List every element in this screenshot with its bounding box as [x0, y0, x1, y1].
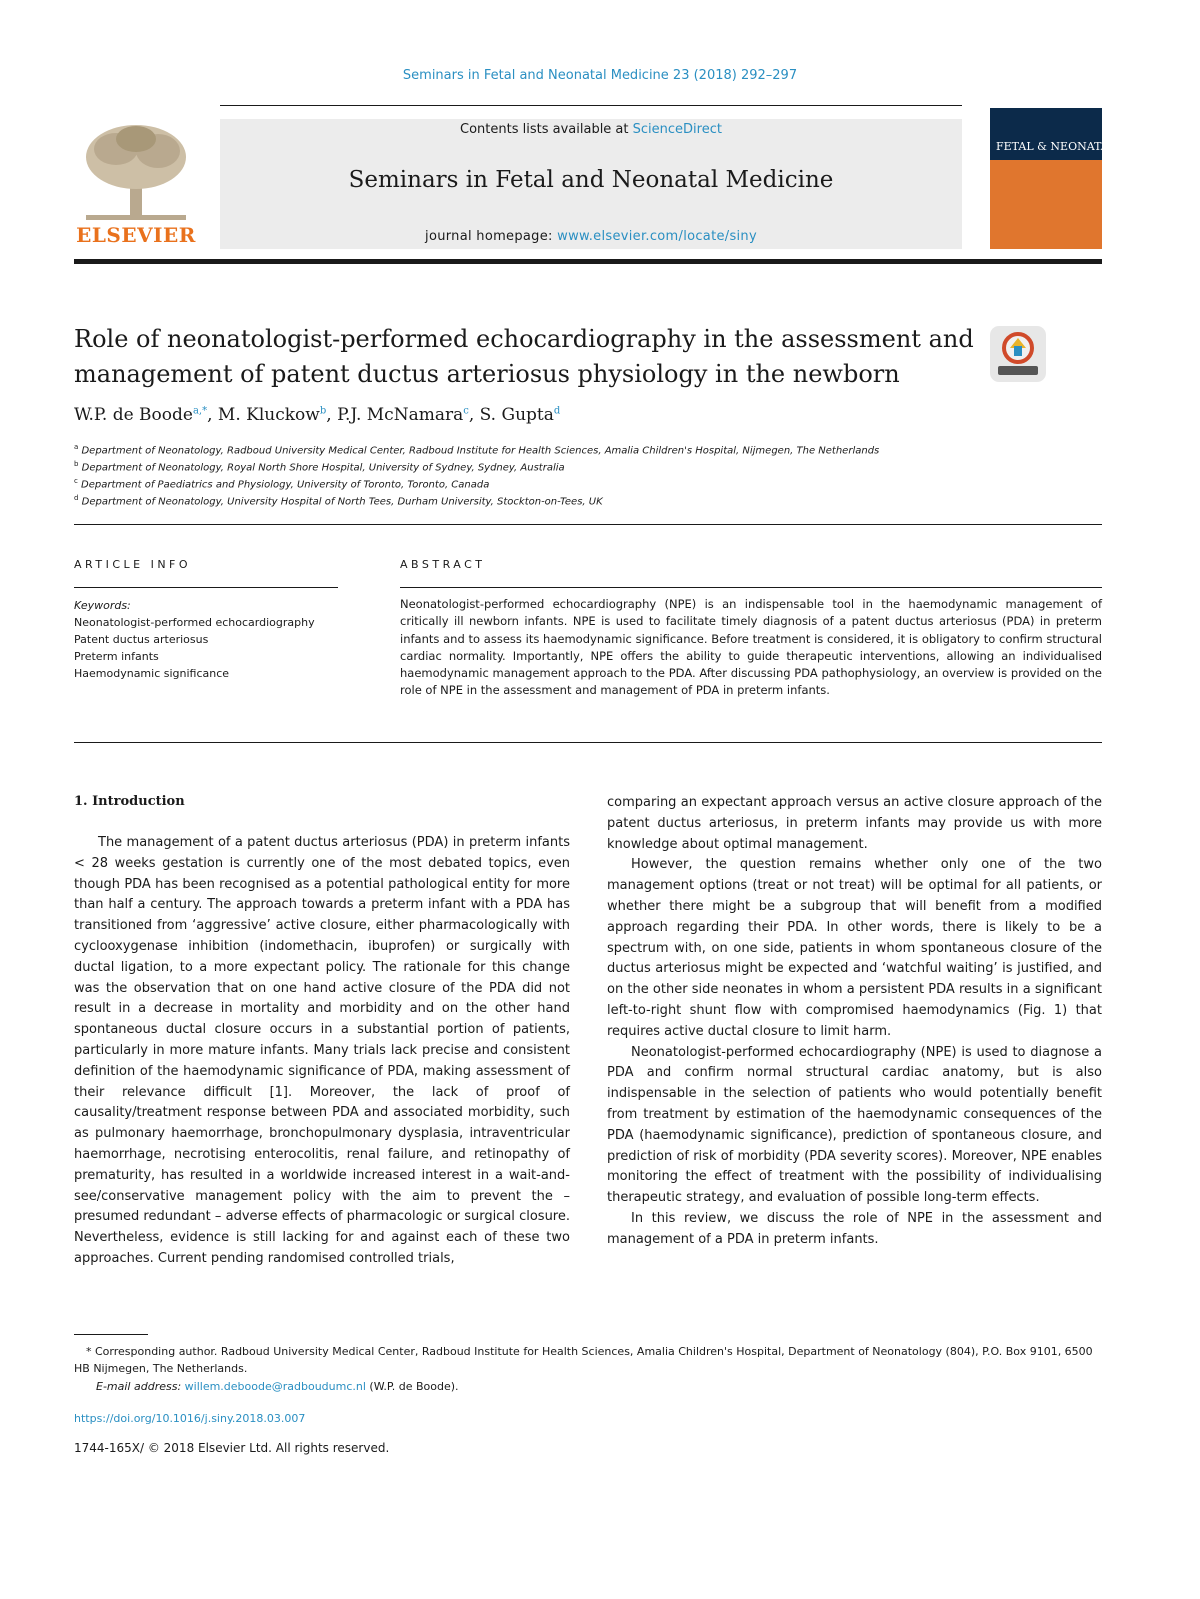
- author: W.P. de Boode$^{a,*}$,: [74, 405, 218, 425]
- author: S. Gupta$^d$: [479, 405, 561, 425]
- contents-prefix: Contents lists available at: [460, 122, 633, 137]
- cover-band: [990, 160, 1102, 249]
- email-label: E-mail address:: [96, 1380, 182, 1393]
- tree-icon: [76, 119, 196, 224]
- affiliation: $^b$ Department of Neonatology, Royal North Shore Hospital, University of Sydney, Sydney, Australia: [74, 460, 565, 474]
- homepage-line: [220, 229, 962, 244]
- elsevier-wordmark: ELSEVIER: [76, 223, 196, 247]
- keywords-block: [74, 597, 315, 682]
- footnote-mark: *: [86, 1345, 92, 1358]
- paragraph: Neonatologist-performed echocardiography (NPE) is used to diagnose a PDA and confirm normal structural cardiac anatomy, but is also indispensable in the selection of patients who would potentially benefit from treatment by estimation of the haemodynamic consequences of the PDA (haemodynamic significance), prediction of spontaneous closure, and prediction of risk of morbidity (PDA severity scores). Moreover, NPE enables monitoring the effect of treatment with the possibility of individualising therapeutic strategy, and evaluation of possible long-term effects.: [607, 1044, 1102, 1206]
- keyword: Preterm infants: [74, 650, 159, 663]
- email-link[interactable]: willem.deboode@radboudumc.nl: [184, 1380, 366, 1393]
- contents-line: [220, 122, 962, 137]
- copyright-line: 1744-165X/ © 2018 Elsevier Ltd. All rights reserved.: [74, 1441, 390, 1455]
- section-heading-introduction: 1. Introduction: [74, 794, 185, 809]
- affiliation-rule: [74, 524, 1102, 525]
- email-owner: (W.P. de Boode).: [369, 1380, 459, 1393]
- email-line: [96, 1378, 459, 1395]
- paragraph: In this review, we discuss the role of NPE in the assessment and management of a PDA in preterm infants.: [607, 1210, 1102, 1247]
- journal-title: Seminars in Fetal and Neonatal Medicine: [348, 167, 834, 193]
- article-title: [74, 322, 974, 392]
- author: M. Kluckow$^b$,: [217, 405, 338, 425]
- journal-cover-image: [990, 108, 1117, 249]
- crossmark-icon: [990, 326, 1046, 382]
- journal-banner: [220, 119, 962, 249]
- corresponding-text: Corresponding author. Radboud University Medical Center, Radboud Institute for Health Sciences, Amalia Children's Hospital, Department of Neonatology (804), P.O. Box 9101, 6500 HB Nijmegen, The Netherlands.: [74, 1345, 1093, 1375]
- elsevier-logo: [76, 119, 196, 249]
- body-right-column: [607, 793, 1102, 1251]
- sciencedirect-link[interactable]: ScienceDirect: [632, 122, 722, 137]
- abstract-heading: ABSTRACT: [400, 558, 486, 571]
- keyword: Patent ductus arteriosus: [74, 633, 209, 646]
- paragraph: The management of a patent ductus arteriosus (PDA) in preterm infants < 28 weeks gestation is currently one of the most debated topics, even though PDA has been recognised as a potential pathological entity for more than half a century. The approach towards a preterm infant with a PDA has transitioned from ‘aggressive’ active closure, either pharmacologically with cyclooxygenase inhibition (indomethacin, ibuprofen) or surgically with ductal ligation, to a more expectant policy. The rationale for this change was the observation that on one hand active closure of the PDA did not result in a decrease in mortality and morbidity and on the other hand spontaneous ductal closure occurs in a substantial portion of patients, particularly in more mature infants. Many trials lack precise and consistent definition of the haemodynamic significance of PDA, making assessment of their relevance difficult [1]. Moreover, the lack of proof of causality/treatment response between PDA and associated morbidity, such as pulmonary haemorrhage, bronchopulmonary dysplasia, intraventricular haemorrhage, necrotising enterocolitis, renal failure, and retinopathy of prematurity, has resulted in a worldwide increased interest in a wait-and-see/conservative management policy with the aim to prevent the – presumed redundant – adverse effects of pharmacologic or surgical closure. Nevertheless, evidence is still lacking for and against each of these two approaches. Current pending randomised controlled trials,: [74, 835, 570, 1266]
- homepage-link[interactable]: www.elsevier.com/locate/siny: [557, 229, 757, 244]
- title-line-1: Role of neonatologist-performed echocardiography in the assessment and: [74, 325, 974, 353]
- article-info-rule: [74, 587, 338, 588]
- footnote-rule: [74, 1334, 148, 1335]
- article-info-heading: ARTICLE INFO: [74, 558, 192, 571]
- corresponding-author-note: [74, 1343, 1102, 1377]
- affiliation: $^c$ Department of Paediatrics and Physiology, University of Toronto, Toronto, Canada: [74, 477, 490, 491]
- affiliation: $^a$ Department of Neonatology, Radboud University Medical Center, Radboud Institute for Health Sciences, Amalia Children's Hospital, Nijmegen, The Netherlands: [74, 443, 880, 457]
- abstract-rule: [400, 587, 1102, 588]
- title-line-2: management of patent ductus arteriosus physiology in the newborn: [74, 360, 900, 388]
- cover-title: FETAL & NEONATAL: [996, 140, 1117, 153]
- paragraph: comparing an expectant approach versus an active closure approach of the patent ductus arteriosus, in preterm infants may provide us with more knowledge about optimal management.: [607, 795, 1102, 852]
- abstract-text: Neonatologist-performed echocardiography (NPE) is an indispensable tool in the haemodynamic management of critically ill newborn infants. NPE is used to facilitate timely diagnosis of a patent ductus arteriosus (PDA) in preterm infants and to assess its haemodynamic significance. Before treatment is considered, it is obligatory to confirm structural cardiac normality. Importantly, NPE offers the ability to guide therapeutic interventions, allowing an individualised haemodynamic management approach to the PDA. After discussing PDA pathophysiology, an overview is provided on the role of NPE in the assessment and management of PDA in preterm infants.: [400, 597, 1102, 698]
- doi-link[interactable]: https://doi.org/10.1016/j.siny.2018.03.007: [74, 1412, 306, 1425]
- paragraph: However, the question remains whether only one of the two management options (treat or not treat) will be optimal for all patients, or whether there might be a subgroup that will benefit from a modified approach regarding their PDA. In other words, there is likely to be a spectrum with, on one side, patients in whom spontaneous closure of the ductus arteriosus might be expected and ‘watchful waiting’ is justified, and on the other side neonates in whom a persistent PDA results in a significant left-to-right shunt flow with compromised haemodynamics (Fig. 1) that requires active ductal closure to limit harm.: [607, 857, 1102, 1039]
- keyword: Haemodynamic significance: [74, 667, 230, 680]
- author-list: [74, 405, 560, 425]
- check-for-updates-badge[interactable]: [990, 326, 1046, 382]
- header-thick-rule: [74, 259, 1102, 264]
- body-left-column: [74, 833, 570, 1270]
- author: P.J. McNamara$^c$,: [337, 405, 480, 425]
- abstract-end-rule: [74, 742, 1102, 743]
- keywords-label: Keywords:: [74, 599, 131, 612]
- homepage-prefix: journal homepage:: [425, 229, 558, 244]
- keyword: Neonatologist-performed echocardiography: [74, 616, 315, 629]
- header-rule: [220, 105, 962, 106]
- affiliation: $^d$ Department of Neonatology, University Hospital of North Tees, Durham University, Stockton-on-Tees, UK: [74, 494, 603, 508]
- journal-citation[interactable]: Seminars in Fetal and Neonatal Medicine 23 (2018) 292–297: [402, 68, 798, 83]
